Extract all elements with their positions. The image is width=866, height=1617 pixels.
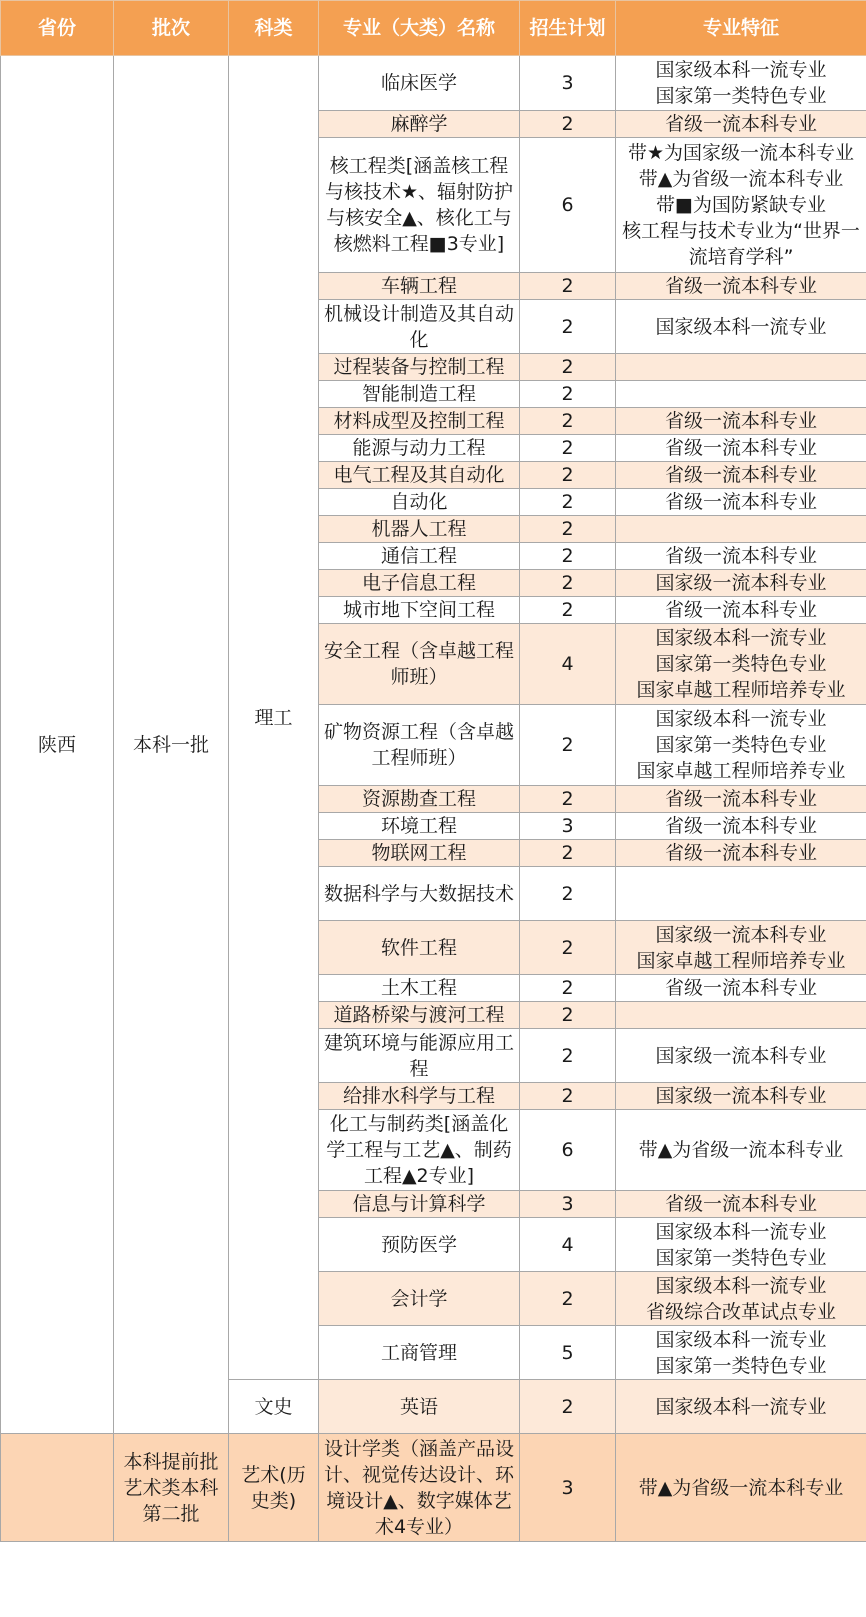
plan-cell: 2 bbox=[520, 462, 616, 489]
plan-cell: 2 bbox=[520, 921, 616, 975]
major-cell: 预防医学 bbox=[319, 1218, 520, 1272]
plan-cell: 2 bbox=[520, 381, 616, 408]
plan-cell: 2 bbox=[520, 489, 616, 516]
plan-cell: 2 bbox=[520, 867, 616, 921]
feature-cell bbox=[616, 381, 866, 408]
feature-cell: 省级一流本科专业 bbox=[616, 975, 866, 1002]
feature-cell: 省级一流本科专业 bbox=[616, 840, 866, 867]
feature-cell bbox=[616, 516, 866, 543]
feature-cell: 省级一流本科专业 bbox=[616, 813, 866, 840]
province-cell bbox=[1, 1434, 114, 1542]
feature-cell: 国家级一流本科专业 bbox=[616, 570, 866, 597]
header-batch: 批次 bbox=[114, 1, 229, 56]
feature-cell: 国家级本科一流专业 国家第一类特色专业 bbox=[616, 56, 866, 111]
feature-cell: 带▲为省级一流本科专业 bbox=[616, 1434, 866, 1542]
feature-cell: 省级一流本科专业 bbox=[616, 543, 866, 570]
major-cell: 核工程类[涵盖核工程与核技术★、辐射防护与核安全▲、核化工与核燃料工程■3专业] bbox=[319, 138, 520, 273]
major-cell: 设计学类（涵盖产品设计、视觉传达设计、环境设计▲、数字媒体艺术4专业） bbox=[319, 1434, 520, 1542]
feature-cell: 省级一流本科专业 bbox=[616, 435, 866, 462]
major-cell: 电子信息工程 bbox=[319, 570, 520, 597]
major-cell: 软件工程 bbox=[319, 921, 520, 975]
header-feature: 专业特征 bbox=[616, 1, 866, 56]
feature-cell bbox=[616, 867, 866, 921]
major-cell: 机械设计制造及其自动化 bbox=[319, 300, 520, 354]
table-row bbox=[1, 56, 866, 111]
major-cell: 资源勘查工程 bbox=[319, 786, 520, 813]
plan-cell: 2 bbox=[520, 1002, 616, 1029]
plan-cell: 3 bbox=[520, 1191, 616, 1218]
feature-cell: 国家级本科一流专业 国家第一类特色专业 国家卓越工程师培养专业 bbox=[616, 624, 866, 705]
major-cell: 材料成型及控制工程 bbox=[319, 408, 520, 435]
feature-cell: 国家级本科一流专业 国家第一类特色专业 国家卓越工程师培养专业 bbox=[616, 705, 866, 786]
feature-cell: 省级一流本科专业 bbox=[616, 1191, 866, 1218]
feature-cell: 国家级本科一流专业 省级综合改革试点专业 bbox=[616, 1272, 866, 1326]
plan-cell: 3 bbox=[520, 813, 616, 840]
table-row bbox=[1, 1434, 866, 1542]
feature-cell: 国家级本科一流专业 国家第一类特色专业 bbox=[616, 1326, 866, 1380]
feature-cell: 带▲为省级一流本科专业 bbox=[616, 1110, 866, 1191]
major-cell: 会计学 bbox=[319, 1272, 520, 1326]
plan-cell: 3 bbox=[520, 1434, 616, 1542]
plan-cell: 2 bbox=[520, 975, 616, 1002]
major-cell: 电气工程及其自动化 bbox=[319, 462, 520, 489]
header-major: 专业（大类）名称 bbox=[319, 1, 520, 56]
feature-cell: 省级一流本科专业 bbox=[616, 462, 866, 489]
plan-cell: 2 bbox=[520, 597, 616, 624]
major-cell: 矿物资源工程（含卓越工程师班） bbox=[319, 705, 520, 786]
plan-cell: 4 bbox=[520, 624, 616, 705]
major-cell: 城市地下空间工程 bbox=[319, 597, 520, 624]
feature-cell: 国家级一流本科专业 bbox=[616, 1083, 866, 1110]
header-plan: 招生计划 bbox=[520, 1, 616, 56]
plan-cell: 2 bbox=[520, 300, 616, 354]
category-cell: 艺术(历史类) bbox=[229, 1434, 319, 1542]
major-cell: 化工与制药类[涵盖化学工程与工艺▲、制药工程▲2专业] bbox=[319, 1110, 520, 1191]
major-cell: 建筑环境与能源应用工程 bbox=[319, 1029, 520, 1083]
plan-cell: 2 bbox=[520, 840, 616, 867]
major-cell: 过程装备与控制工程 bbox=[319, 354, 520, 381]
plan-cell: 2 bbox=[520, 1272, 616, 1326]
header-category: 科类 bbox=[229, 1, 319, 56]
major-cell: 给排水科学与工程 bbox=[319, 1083, 520, 1110]
plan-cell: 2 bbox=[520, 408, 616, 435]
province-cell: 陕西 bbox=[1, 56, 114, 1434]
major-cell: 物联网工程 bbox=[319, 840, 520, 867]
major-cell: 能源与动力工程 bbox=[319, 435, 520, 462]
major-cell: 车辆工程 bbox=[319, 273, 520, 300]
plan-cell: 2 bbox=[520, 543, 616, 570]
major-cell: 安全工程（含卓越工程师班） bbox=[319, 624, 520, 705]
plan-cell: 2 bbox=[520, 273, 616, 300]
table-body bbox=[1, 56, 866, 1542]
major-cell: 英语 bbox=[319, 1380, 520, 1434]
feature-cell: 带★为国家级一流本科专业 带▲为省级一流本科专业 带■为国防紧缺专业 核工程与技术专业为“世界一流培育学科” bbox=[616, 138, 866, 273]
feature-cell: 省级一流本科专业 bbox=[616, 273, 866, 300]
major-cell: 数据科学与大数据技术 bbox=[319, 867, 520, 921]
batch-cell: 本科一批 bbox=[114, 56, 229, 1434]
category-cell: 理工 bbox=[229, 56, 319, 1380]
header-row bbox=[1, 1, 866, 56]
feature-cell: 省级一流本科专业 bbox=[616, 489, 866, 516]
major-cell: 通信工程 bbox=[319, 543, 520, 570]
plan-cell: 2 bbox=[520, 1083, 616, 1110]
plan-cell: 3 bbox=[520, 56, 616, 111]
plan-cell: 4 bbox=[520, 1218, 616, 1272]
plan-cell: 2 bbox=[520, 570, 616, 597]
plan-cell: 5 bbox=[520, 1326, 616, 1380]
feature-cell: 国家级一流本科专业 国家卓越工程师培养专业 bbox=[616, 921, 866, 975]
plan-cell: 2 bbox=[520, 1380, 616, 1434]
major-cell: 机器人工程 bbox=[319, 516, 520, 543]
feature-cell bbox=[616, 1002, 866, 1029]
plan-cell: 6 bbox=[520, 138, 616, 273]
header-province: 省份 bbox=[1, 1, 114, 56]
plan-cell: 2 bbox=[520, 435, 616, 462]
plan-cell: 2 bbox=[520, 1029, 616, 1083]
feature-cell: 省级一流本科专业 bbox=[616, 597, 866, 624]
major-cell: 环境工程 bbox=[319, 813, 520, 840]
plan-cell: 2 bbox=[520, 516, 616, 543]
major-cell: 道路桥梁与渡河工程 bbox=[319, 1002, 520, 1029]
major-cell: 工商管理 bbox=[319, 1326, 520, 1380]
feature-cell bbox=[616, 354, 866, 381]
feature-cell: 省级一流本科专业 bbox=[616, 786, 866, 813]
major-cell: 临床医学 bbox=[319, 56, 520, 111]
feature-cell: 国家级一流本科专业 bbox=[616, 1029, 866, 1083]
major-cell: 智能制造工程 bbox=[319, 381, 520, 408]
feature-cell: 国家级本科一流专业 bbox=[616, 300, 866, 354]
plan-cell: 2 bbox=[520, 354, 616, 381]
major-cell: 自动化 bbox=[319, 489, 520, 516]
plan-cell: 2 bbox=[520, 786, 616, 813]
feature-cell: 省级一流本科专业 bbox=[616, 408, 866, 435]
plan-cell: 2 bbox=[520, 705, 616, 786]
major-cell: 麻醉学 bbox=[319, 111, 520, 138]
major-cell: 土木工程 bbox=[319, 975, 520, 1002]
plan-cell: 6 bbox=[520, 1110, 616, 1191]
batch-cell: 本科提前批艺术类本科第二批 bbox=[114, 1434, 229, 1542]
feature-cell: 国家级本科一流专业 bbox=[616, 1380, 866, 1434]
plan-cell: 2 bbox=[520, 111, 616, 138]
category-cell: 文史 bbox=[229, 1380, 319, 1434]
major-cell: 信息与计算科学 bbox=[319, 1191, 520, 1218]
feature-cell: 国家级本科一流专业 国家第一类特色专业 bbox=[616, 1218, 866, 1272]
feature-cell: 省级一流本科专业 bbox=[616, 111, 866, 138]
